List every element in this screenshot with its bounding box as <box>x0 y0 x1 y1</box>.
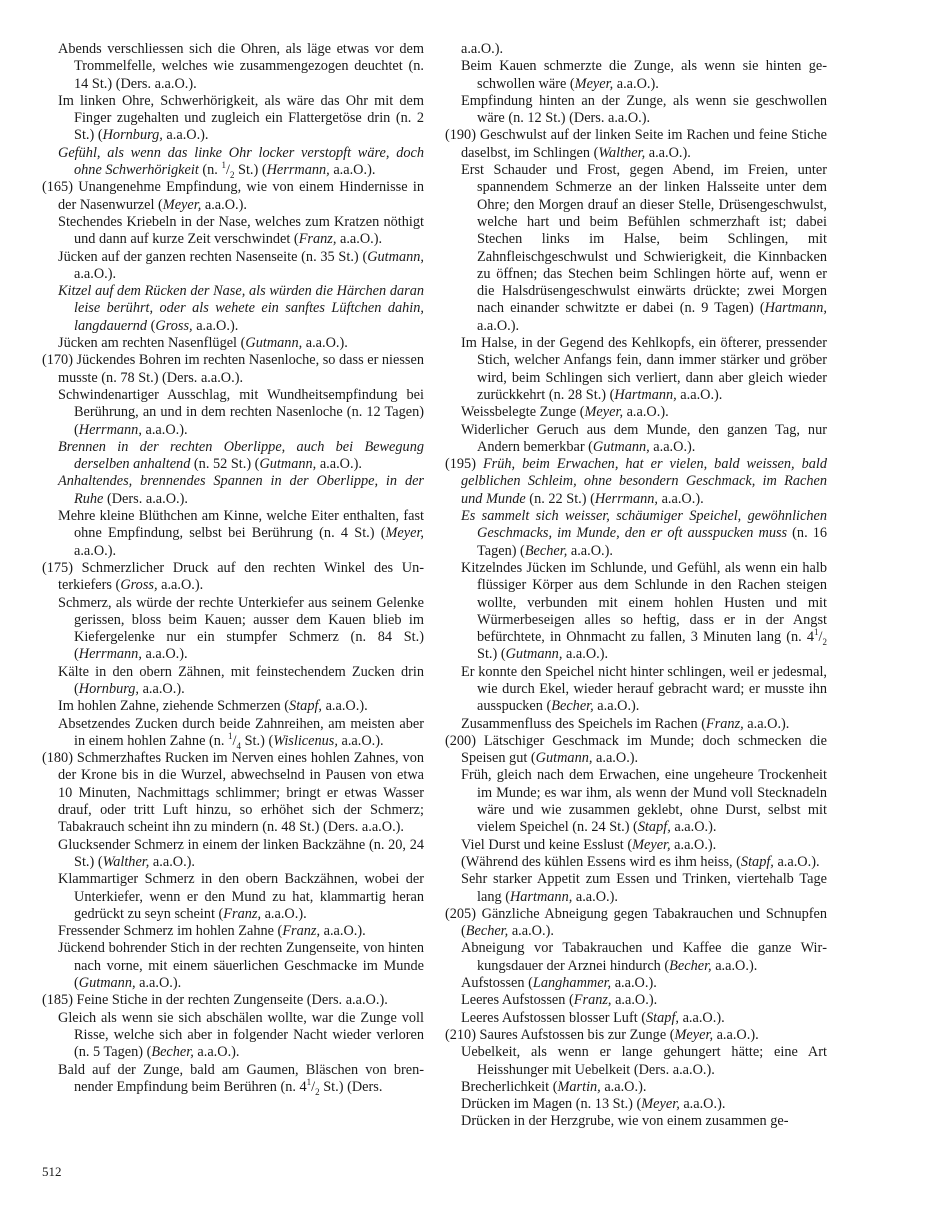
entry-text: / <box>818 629 823 646</box>
entry-text: Absetzendes Zucken durch beide Zahnreihen, am meisten aber in einem hohlen Zahne (n. <box>58 715 424 749</box>
entry-text: a.a.O.). <box>711 957 758 974</box>
entry-text: a.a.O.). <box>135 975 182 992</box>
entry-text: a.a.O.). <box>162 127 209 144</box>
entry-paragraph <box>42 664 424 699</box>
entry-text: Schwindenartiger Ausschlag, mit Wundheitsempfindung bei Berührung, an und in dem rechten Nasenloche (n. 12 Tagen) ( <box>58 386 424 438</box>
italic-text: Langhammer, <box>532 975 612 992</box>
entry-text: a.a.O.). <box>679 1096 726 1113</box>
entry-text: a.a.O.). <box>658 490 704 507</box>
entry-text: (165) Unangenehme Empfindung, wie von einem Hindernisse in der Nasenwurzel ( <box>42 179 424 213</box>
entry-text: a.a.O.). <box>623 404 669 421</box>
entry-paragraph <box>42 1062 424 1097</box>
italic-text: Franz, <box>298 231 337 248</box>
entry-text: a.a.O.). <box>329 162 376 179</box>
entry-text: 2 <box>315 1086 320 1097</box>
entry-text: a.a.O.). <box>592 750 639 767</box>
entry-text: a.a.O.). <box>149 853 196 870</box>
left-column <box>42 41 424 1096</box>
entry-text: Stechendes Kriebeln in der Nase, welches zum Kratzen nöthigt und dann auf kurze Zeit verschwindet ( <box>58 213 424 248</box>
entry-paragraph <box>445 992 827 1009</box>
entry-paragraph <box>42 335 424 352</box>
entry-text: Schmerz, als würde der rechte Unterkiefer aus seinem Gelenke gerissen, bloss beim Kauen; ausser dem Kauen blieb im Kiefergelenke nur ein stumpfer Schmerz (n. 84 St.) ( <box>58 594 424 663</box>
italic-text: Martin, <box>557 1078 601 1095</box>
page-number: 512 <box>42 1164 62 1179</box>
entry-text: / <box>225 162 230 179</box>
entry-text: a.a.O.). <box>477 317 520 334</box>
entry-text: Aufstossen ( <box>461 975 533 992</box>
italic-text: Herrmann, <box>594 490 658 507</box>
entry-text: 1 <box>814 627 819 638</box>
entry-text: Bald auf der Zunge, bald am Gaumen, Bläschen von brennender Empfindung beim Berühren (n. 4 <box>58 1061 424 1095</box>
italic-text: Hartmann, <box>764 300 827 317</box>
entry-text: a.a.O.). <box>337 732 384 749</box>
italic-text: Herrmann, <box>78 646 142 663</box>
entry-text: a.a.O.). <box>562 646 609 663</box>
italic-text: Meyer, <box>641 1096 680 1113</box>
entry-text: Leeres Aufstossen ( <box>461 992 574 1009</box>
italic-text: Gutmann, <box>78 975 136 992</box>
italic-text: Meyer, <box>162 196 202 213</box>
entry-text: a.a.O.). <box>157 577 204 594</box>
italic-text: Stapf, <box>740 853 774 870</box>
italic-text: Stapf, <box>646 1009 679 1026</box>
entry-text: 2 <box>822 636 827 647</box>
italic-text: Kitzel auf dem Rücken der Nase, als würden die Härchen daran leise berührt, oder als wehete ein sanftes Lüftchen dahin, langdauernd <box>58 283 424 334</box>
entry-text: Kälte in den obern Zähnen, mit feinstechendem Zucken drin ( <box>58 663 424 697</box>
italic-text: Gross, <box>155 317 193 334</box>
entry-text: a.a.O.). <box>593 698 640 715</box>
entry-text: (185) Feine Stiche in der rechten Zungenseite (Ders. a.a.O.). <box>42 992 388 1009</box>
italic-text: Becher, <box>465 923 509 940</box>
italic-text: Franz, <box>705 715 744 732</box>
italic-text: Gutmann, <box>259 456 317 473</box>
numbered-entry <box>445 906 827 941</box>
entry-text: Jückend bohrender Stich in der rechten Zungenseite, von hinten nach vorne, mit einem säuerlichen Geschmacke im Munde ( <box>58 940 424 992</box>
entry-text: (170) Jückendes Bohren im rechten Nasenloche, so dass er niessen musste (n. 78 St.) (Ders. a.a.O.). <box>42 352 424 386</box>
italic-text: Franz, <box>223 905 262 922</box>
entry-paragraph <box>445 560 827 664</box>
italic-text: Walther, <box>598 144 646 161</box>
entry-paragraph <box>445 1044 827 1079</box>
entry-paragraph <box>445 404 827 421</box>
entry-paragraph <box>445 162 827 335</box>
entry-text: 1 <box>221 160 226 171</box>
entry-paragraph <box>42 508 424 560</box>
entry-paragraph <box>445 1079 827 1096</box>
italic-text: Franz, <box>573 992 612 1009</box>
entry-text: (195) <box>445 456 483 473</box>
entry-text: Brecherlichkeit ( <box>461 1078 558 1095</box>
entry-paragraph <box>42 595 424 664</box>
italic-text: Stapf, <box>637 819 671 836</box>
italic-text: Hornburg, <box>102 127 163 144</box>
entry-text: Leeres Aufstossen blosser Luft ( <box>461 1009 647 1026</box>
entry-text: / <box>311 1078 316 1095</box>
italic-text: Herrmann, <box>266 162 330 179</box>
entry-text: a.a.O.). <box>679 1009 725 1026</box>
entry-paragraph <box>42 716 424 751</box>
entry-text: St.) ( <box>477 646 506 663</box>
entry-text: Glucksender Schmerz in einem der linken Backzähne (n. 20, 24 St.) ( <box>58 836 424 870</box>
entry-paragraph <box>445 975 827 992</box>
entry-text: 2 <box>229 169 235 180</box>
entry-text: 1 <box>228 731 233 742</box>
entry-paragraph <box>42 940 424 992</box>
italic-text: Wislicenus, <box>273 732 338 749</box>
entry-text: Zusammenfluss des Speichels im Rachen ( <box>461 715 706 732</box>
entry-text: (Ders. a.a.O.). <box>103 490 188 507</box>
entry-text: St.) ( <box>241 732 274 749</box>
italic-text: Es sammelt sich weisser, schäumiger Speichel, gewöhnlichen Geschmacks, im Munde, den er oft ausspucken muss <box>461 508 827 542</box>
entry-text: St.) ( <box>234 162 267 179</box>
entry-paragraph <box>42 93 424 145</box>
entry-text: a.a.O.). <box>613 75 659 92</box>
italic-text: Meyer, <box>632 836 671 853</box>
italic-text: Gutmann, <box>592 438 650 455</box>
entry-text: a.a.O.). <box>74 265 117 282</box>
entry-text: Im hohlen Zahne, ziehende Schmerzen ( <box>58 698 290 715</box>
entry-text: a.a.O.). <box>261 905 307 922</box>
entry-paragraph <box>42 41 424 93</box>
entry-text: (190) Geschwulst auf der linken Seite im Rachen und feine Stiche daselbst, im Schlingen ( <box>445 127 827 161</box>
entry-text: a.a.O.). <box>201 196 247 213</box>
italic-text: Stapf, <box>289 698 323 715</box>
entry-text: a.a.O.). <box>461 41 504 57</box>
numbered-entry <box>445 733 827 768</box>
italic-text: Hartmann, <box>509 888 573 905</box>
entry-paragraph <box>445 1010 827 1027</box>
entry-text: Jücken auf der ganzen rechten Nasenseite (n. 35 St.) ( <box>58 248 368 265</box>
entry-text: a.a.O.). <box>645 144 691 161</box>
italic-text: Franz, <box>282 923 321 940</box>
entry-text: a.a.O.). <box>670 836 717 853</box>
entry-paragraph <box>42 214 424 249</box>
entry-text: a.a.O.). <box>713 1026 759 1043</box>
italic-text: Meyer, <box>584 404 624 421</box>
italic-text: Gross, <box>120 577 158 594</box>
entry-text: a.a.O.). <box>320 923 366 940</box>
entry-paragraph <box>445 716 827 733</box>
entry-paragraph <box>445 767 827 836</box>
numbered-entry <box>445 1027 827 1044</box>
entry-paragraph <box>445 335 827 404</box>
entry-text: a.a.O.). <box>743 715 790 732</box>
entry-text: a.a.O.). <box>336 231 383 248</box>
entry-text: (n. 16 Tagen) ( <box>477 525 827 559</box>
entry-text: / <box>232 732 237 749</box>
entry-text: Uebelkeit, als wenn er lange gehungert hätte; eine Art Heisshunger mit Uebelkeit (Ders. a.a.O.). <box>461 1044 827 1078</box>
italic-text: Becher, <box>151 1044 194 1061</box>
italic-text: Früh, beim Erwachen, hat er vielen, bald weissen, bald gelblichen Schleim, ohne besondern Geschmack, im Rachen und Munde <box>461 456 827 507</box>
entry-text: a.a.O.). <box>773 853 820 870</box>
italic-text: Anhaltendes, brennendes Spannen in der Oberlippe, in der Ruhe <box>58 473 424 507</box>
entry-text: a.a.O.). <box>316 456 362 473</box>
entry-text: a.a.O.). <box>74 542 117 559</box>
entry-text: Kitzelndes Jücken im Schlunde, und Gefühl, als wenn ein halb flüssiger Körper aus dem Schlunde in den Rachen steigen wollte, verbunden mit einem hohlen Husten und mit Würmerbeseigen alles so heftig, dass er in der Angst befürchtete, in Ohnmacht zu fallen, 3 Minuten lang (n. 4 <box>461 559 827 646</box>
entry-text: a.a.O.). <box>670 819 717 836</box>
italic-text: Gutmann, <box>245 335 303 352</box>
italic-text: Gutmann, <box>367 248 424 265</box>
entry-paragraph <box>445 664 827 716</box>
entry-text: a.a.O.). <box>141 421 188 438</box>
italic-text: Brennen in der rechten Oberlippe, auch bei Bewegung derselben anhaltend <box>58 438 424 473</box>
entry-text: a.a.O.). <box>572 888 618 905</box>
entry-paragraph <box>445 422 827 457</box>
italic-text: Meyer, <box>385 525 424 542</box>
entry-text: a.a.O.). <box>508 923 554 940</box>
entry-text: a.a.O.). <box>192 317 239 334</box>
entry-paragraph <box>42 1010 424 1062</box>
entry-paragraph <box>445 41 827 58</box>
entry-text: a.a.O.). <box>302 335 348 352</box>
entry-paragraph <box>42 439 424 474</box>
entry-text: Drücken in der Herzgrube, wie von einem zusammen ge- <box>461 1113 789 1130</box>
entry-text: Abneigung vor Tabakrauchen und Kaffee die ganze Wirkungsdauer der Arznei hindurch ( <box>461 940 827 974</box>
entry-text: (Während des kühlen Essens wird es ihm heiss, ( <box>461 853 741 870</box>
entry-text: Jücken am rechten Nasenflügel ( <box>58 335 246 352</box>
italic-text: Gefühl, als wenn das linke Ohr locker verstopft wäre, doch ohne Schwerhörigkeit <box>58 144 424 179</box>
entry-text: a.a.O.). <box>600 1078 647 1095</box>
entry-text: (180) Schmerzhaftes Rucken im Nerven eines hohlen Zahnes, von der Krone bis in die Wurzel, abwechselnd in Pausen von etwa 10 Minuten, Nachmittags schlimmer; bringt er etwas Wasser drauf, oder tritt Luft hinzu, so erhöhet sich der Schmerz; Tabakrauch scheint ihn zu mindern (n. 48 St.) (Ders. a.a.O.). <box>42 750 424 836</box>
numbered-entry <box>42 352 424 387</box>
entry-text: Widerlicher Geruch aus dem Munde, den ganzen Tag, nur Andern bemerkbar ( <box>461 421 827 455</box>
entry-text: Früh, gleich nach dem Erwachen, eine ungeheure Trockenheit im Munde; es war ihm, als wenn der Mund voll Stecknadeln wäre und wie zusammen geklebt, ohne Durst, selbst mit vielem Speichel (n. 24 St.) ( <box>461 767 827 836</box>
entry-text: 4 <box>236 740 242 751</box>
entry-text: (n. <box>198 162 222 179</box>
entry-paragraph <box>445 58 827 93</box>
numbered-entry <box>445 456 827 508</box>
entry-text: a.a.O.). <box>676 386 723 403</box>
entry-paragraph <box>42 698 424 715</box>
entry-text: Abends verschliessen sich die Ohren, als läge etwas vor dem Trommelfelle, welches wie zusammengezogen deuchtet (n. 14 St.) (Ders. a.a.O.). <box>58 41 424 92</box>
entry-text: Mehre kleine Blüthchen am Kinne, welche Eiter enthalten, fast ohne Empfindung, selbst bei Berührung (n. 4 St.) ( <box>58 508 424 542</box>
entry-paragraph <box>445 854 827 871</box>
entry-text: Drücken im Magen (n. 13 St.) ( <box>461 1096 642 1113</box>
italic-text: Hornburg, <box>78 680 140 697</box>
entry-paragraph <box>445 940 827 975</box>
numbered-entry <box>445 127 827 162</box>
entry-paragraph <box>445 508 827 560</box>
entry-paragraph <box>42 837 424 872</box>
entry-text: 1 <box>306 1077 312 1088</box>
entry-text: Sehr starker Appetit zum Essen und Trinken, viertehalb Tage lang ( <box>461 871 827 905</box>
entry-text: Beim Kauen schmerzte die Zunge, als wenn sie hinten geschwollen wäre ( <box>461 58 827 92</box>
entry-text: Im Halse, in der Gegend des Kehlkopfs, ein öfterer, pressender Stich, welcher Anfangs fein, dann immer stärker und gröber wird, beim Schlingen sich verliert, dann aber gleich wieder zurückkehrt (n. 28 St.) ( <box>461 335 827 403</box>
entry-text: a.a.O.). <box>139 680 185 697</box>
entry-text: a.a.O.). <box>322 698 368 715</box>
numbered-entry <box>42 179 424 214</box>
entry-paragraph <box>42 283 424 335</box>
entry-text: Fressender Schmerz im hohlen Zahne ( <box>58 923 283 940</box>
entry-paragraph <box>445 871 827 906</box>
entry-text: Viel Durst und keine Esslust ( <box>461 836 633 853</box>
entry-paragraph <box>42 871 424 923</box>
italic-text: Becher, <box>524 542 568 559</box>
numbered-entry <box>42 560 424 595</box>
entry-text: Klammartiger Schmerz in den obern Backzähnen, wobei der Unterkiefer, wenn er den Mund zu hat, klammartig heran gedrückt zu seyn scheint ( <box>58 871 424 922</box>
entry-text: Erst Schauder und Frost, gegen Abend, im Freien, unter spannendem Schmerze an der linken Halsseite unter dem Ohre; den Morgen drauf an dieser Stelle, Drüsengeschwulst, welche hart und beim Befühlen schmerzhaft ist; dabei Stechen links im Halse, beim Schlingen, mit Zahnfleischgeschwulst und Schwierigkeit, die Kinnbacken zu öffnen; das Stechen beim Schlingen hörte auf, wenn er die Halsdrüsengeschwulst einwärts drückte; zwei Morgen nach einander schwitzte er dabei (n. 9 Tagen) ( <box>461 162 827 317</box>
entry-paragraph <box>42 145 424 180</box>
entry-text: ( <box>147 317 156 334</box>
italic-text: Becher, <box>551 698 594 715</box>
entry-text: (175) Schmerzlicher Druck auf den rechten Winkel des Unterkiefers ( <box>42 559 424 594</box>
entry-paragraph <box>42 473 424 508</box>
entry-text: (200) Lätschiger Geschmack im Munde; doch schmecken die Speisen gut ( <box>445 732 827 767</box>
entry-text: a.a.O.). <box>611 992 658 1009</box>
entry-paragraph <box>445 93 827 128</box>
entry-paragraph <box>42 923 424 940</box>
entry-text: a.a.O.). <box>141 646 188 663</box>
entry-text: Im linken Ohre, Schwerhörigkeit, als wäre das Ohr mit dem Finger zugehalten und zugleich ein Flattergetöse drin (n. 2 St.) ( <box>58 92 424 144</box>
italic-text: Herrmann, <box>78 421 142 438</box>
numbered-entry <box>42 992 424 1009</box>
entry-text: (210) Saures Aufstossen bis zur Zunge ( <box>445 1026 675 1043</box>
entry-text: St.) (Ders. <box>319 1078 383 1095</box>
entry-paragraph <box>445 837 827 854</box>
entry-text: (205) Gänzliche Abneigung gegen Tabakrauchen und Schnupfen ( <box>445 905 827 940</box>
right-column <box>445 41 827 1131</box>
entry-text: a.a.O.). <box>611 975 657 992</box>
entry-paragraph <box>42 387 424 439</box>
entry-text: a.a.O.). <box>567 542 613 559</box>
entry-text: (n. 22 St.) ( <box>525 490 595 507</box>
entry-paragraph <box>445 1096 827 1113</box>
italic-text: Walther, <box>102 853 150 870</box>
italic-text: Gutmann, <box>505 646 563 663</box>
entry-text: Empfindung hinten an der Zunge, als wenn sie geschwollen wäre (n. 12 St.) (Ders. a.a.O.). <box>461 92 827 127</box>
italic-text: Gutmann, <box>535 750 593 767</box>
numbered-entry <box>42 750 424 836</box>
entry-text: Weissbelegte Zunge ( <box>461 404 585 421</box>
entry-text: a.a.O.). <box>193 1044 240 1061</box>
entry-paragraph <box>445 1113 827 1130</box>
entry-text: Gleich als wenn sie sich abschälen wollte, war die Zunge voll Risse, welche sich aber in folgender Nacht wieder verloren (n. 5 Tagen) ( <box>58 1009 424 1061</box>
entry-text: a.a.O.). <box>649 438 696 455</box>
italic-text: Becher, <box>669 957 712 974</box>
italic-text: Meyer, <box>574 75 614 92</box>
italic-text: Hartmann, <box>614 386 677 403</box>
italic-text: Meyer, <box>674 1026 714 1043</box>
entry-text: Er konnte den Speichel nicht hinter schlingen, weil er jedesmal, wie durch Ekel, wieder herauf gebracht ward; er musste ihn ausspucken ( <box>461 663 827 715</box>
entry-paragraph <box>42 249 424 284</box>
entry-text: (n. 52 St.) ( <box>190 456 260 473</box>
